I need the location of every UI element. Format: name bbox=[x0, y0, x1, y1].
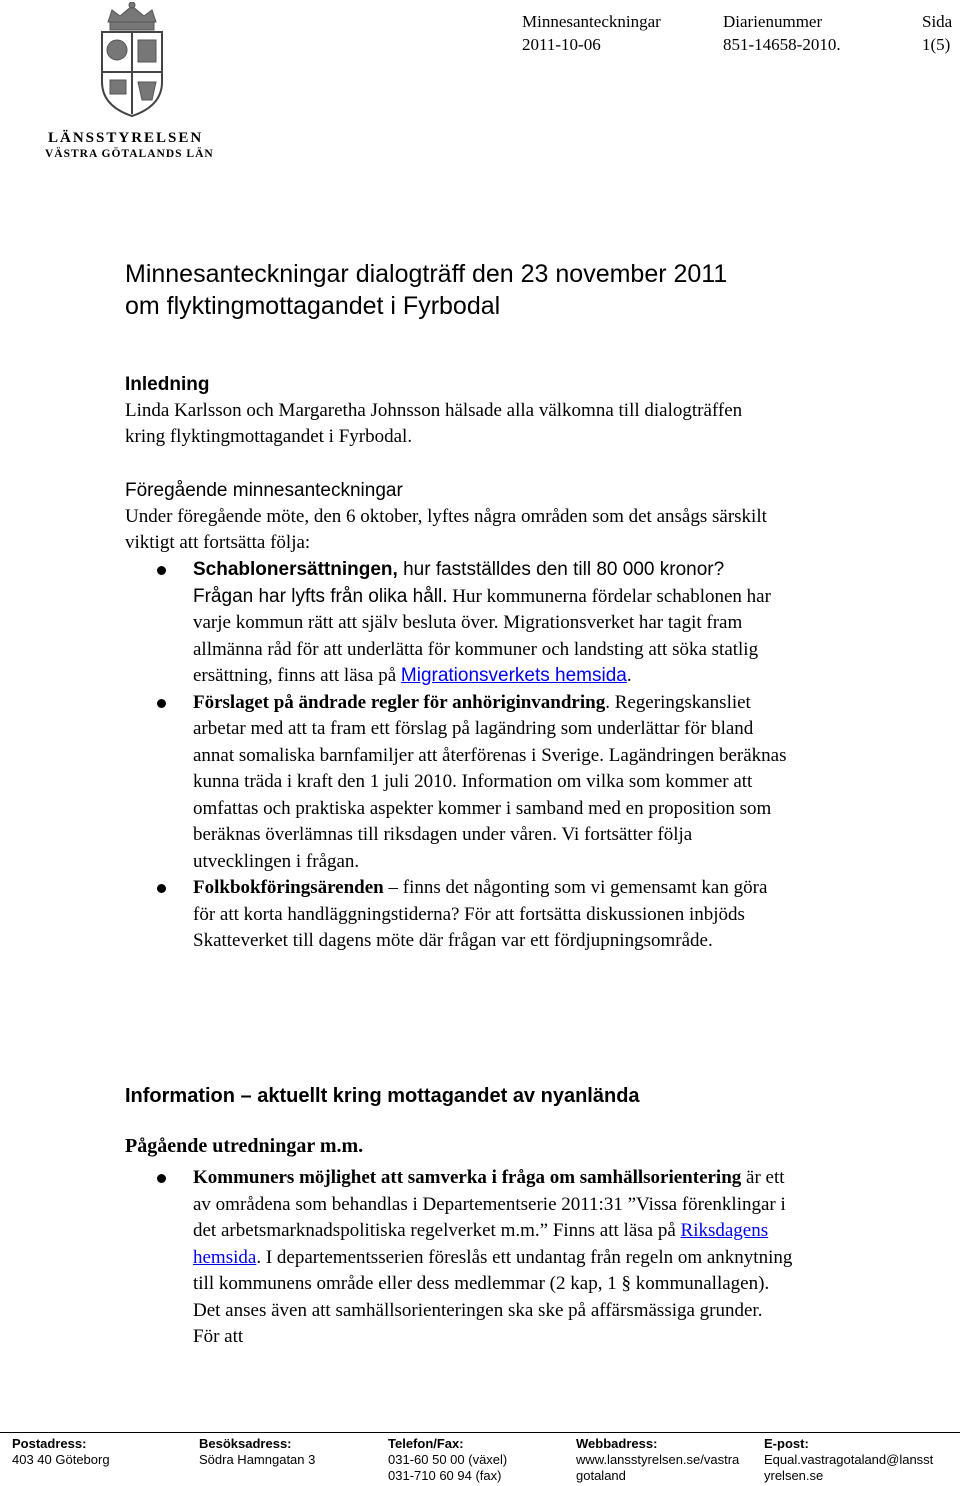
list-item: Schablonersättningen, hur fastställdes den till 80 000 kronor? Frågan har lyfts från olika håll. Hur kommunerna fördelar schablonen har varje kommun rätt att själv besluta över. Migrationsverket har tagit fram allmänna råd för att underlätta för kommuner och landsting att söka statlig ersättning, finns att läsa på Migrationsverkets hemsida. bbox=[125, 557, 783, 690]
previous-items-list bbox=[125, 557, 825, 955]
diary-label: Diarienummer bbox=[723, 12, 823, 31]
footer-web: Webbadress: www.lansstyrelsen.se/vastra gotaland bbox=[576, 1436, 740, 1483]
doc-type-label: Minnesanteckningar bbox=[522, 12, 661, 31]
info-subheading: Pågående utredningar m.m. bbox=[125, 1135, 364, 1157]
org-region: VÄSTRA GÖTALANDS LÄN bbox=[45, 148, 214, 160]
email-link[interactable]: Equal.vastragotaland@lansst bbox=[764, 1452, 934, 1467]
page-number: 1(5) bbox=[922, 35, 951, 54]
intro-text: Linda Karlsson och Margaretha Johnsson hälsade alla välkomna till dialogträffen kring flyktingmottagandet i Fyrbodal. bbox=[125, 400, 743, 447]
info-items-list bbox=[125, 1165, 825, 1351]
previous-heading: Föregående minnesanteckningar bbox=[125, 480, 403, 501]
footer-phone: Telefon/Fax: 031-60 50 00 (växel) 031-710 60 94 (fax) bbox=[388, 1436, 508, 1483]
intro-heading: Inledning bbox=[125, 374, 210, 395]
intro-section bbox=[125, 372, 845, 450]
list-item: Folkbokföringsärenden – finns det någonting som vi gemensamt kan göra för att korta handläggningstiderna? För att fortsätta diskussionen inbjöds Skatteverket till dagens möte där frågan var ett fördjupningsområde. bbox=[125, 875, 793, 955]
web-link[interactable]: www.lansstyrelsen.se/vastra bbox=[576, 1452, 740, 1467]
lansstyrelsen-logo bbox=[40, 2, 220, 162]
bullet-icon bbox=[157, 884, 166, 893]
riksdagen-link[interactable]: Riksdagens hemsida bbox=[193, 1220, 769, 1268]
previous-intro-text: Under föregående möte, den 6 oktober, lyftes några områden som det ansågs särskilt viktigt att fortsätta följa: bbox=[125, 506, 767, 553]
bullet-icon bbox=[157, 1174, 166, 1183]
footer-email: E-post: Equal.vastragotaland@lansst yrelsen.se bbox=[764, 1436, 934, 1483]
page-title: Minnesanteckningar dialogträff den 23 november 2011 om flyktingmottagandet i Fyrbodal bbox=[125, 260, 728, 320]
previous-notes-section bbox=[125, 478, 845, 556]
page-label: Sida bbox=[922, 12, 953, 31]
list-item: Förslaget på ändrade regler för anhöriginvandring. Regeringskansliet arbetar med att ta fram ett förslag på lagändring som underlättar för bland annat somaliska barnfamiljer att återförenas i Sverige. Lagändringen beräknas kunna träda i kraft den 1 juli 2010. Information om vilka som kommer att omfattas och praktiska aspekter kommer i samband med en proposition som beräknas överlämnas till riksdagen under våren. Vi fortsätter följa utvecklingen i frågan. bbox=[125, 690, 793, 876]
diary-number: 851-14658-2010. bbox=[723, 35, 841, 54]
coat-of-arms-icon bbox=[40, 2, 220, 127]
bullet-icon bbox=[157, 699, 166, 708]
info-section bbox=[125, 1083, 885, 1159]
footer-visit: Besöksadress: Södra Hamngatan 3 bbox=[199, 1436, 316, 1467]
bullet-icon bbox=[157, 566, 166, 575]
info-heading: Information – aktuellt kring mottagandet av nyanlända bbox=[125, 1085, 640, 1107]
doc-date: 2011-10-06 bbox=[522, 35, 601, 54]
migrationsverket-link[interactable]: Migrationsverkets hemsida bbox=[400, 665, 627, 686]
footer-divider bbox=[0, 1432, 960, 1433]
org-name: LÄNSSTYRELSEN bbox=[48, 130, 204, 146]
footer-postal: Postadress: 403 40 Göteborg bbox=[12, 1436, 110, 1467]
list-item: Kommuners möjlighet att samverka i fråga om samhällsorientering är ett av områdena som behandlas i Departementserie 2011:31 ”Vissa förenklingar i det arbetsmarknadspolitiska regelverket m.m.” Finns att läsa på Riksdagens hemsida. I departementsserien föreslås ett undantag från regeln om anknytning till kommunens område eller dess medlemmar (2 kap, 1 § kommunallagen). Det anses även att samhällsorienteringen ska ske på affärsmässiga grunder. För att bbox=[125, 1165, 793, 1351]
